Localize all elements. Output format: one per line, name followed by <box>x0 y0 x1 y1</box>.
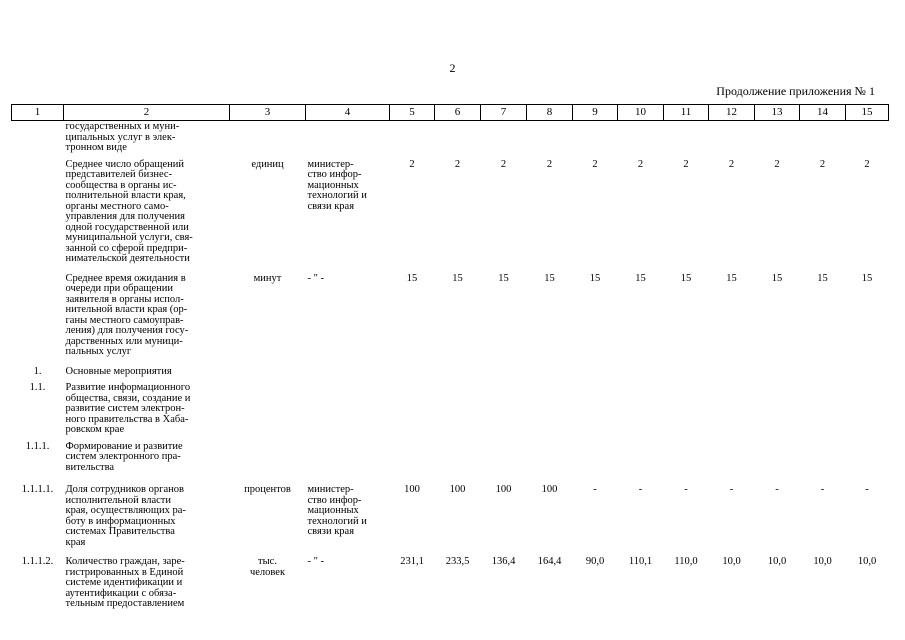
value-cell: 231,1 <box>400 556 424 567</box>
value-cell <box>846 121 889 160</box>
value-cell <box>664 367 709 384</box>
column-header: 8 <box>527 105 573 121</box>
value-cell: 15 <box>452 272 463 284</box>
value-cell: 100 <box>404 484 420 495</box>
executor-cell: - " - <box>307 556 325 567</box>
value-cell: - <box>593 484 597 495</box>
value-cell <box>755 367 800 384</box>
column-header: 6 <box>435 105 481 121</box>
value-cell <box>618 121 664 160</box>
value-cell <box>481 383 527 442</box>
value-cell <box>527 442 573 486</box>
row-number-cell: 1.1.1.2. <box>21 556 54 567</box>
value-cell <box>800 383 846 442</box>
value-cell: 2 <box>864 158 870 170</box>
indicator-name-cell: Количество граждан, заре- гистрированных в Единой системе идентификации и аутентификации с обяза- тельным предоставлением <box>65 556 185 609</box>
table-row <box>12 557 889 610</box>
value-cell: 2 <box>500 158 507 170</box>
value-cell <box>481 367 527 384</box>
indicator-name-cell: Доля сотрудников органов исполнительной власти края, осуществляющих ра- боту в информационных системах Правительства края <box>65 484 186 548</box>
value-cell: 2 <box>409 158 415 170</box>
table-row <box>12 274 889 367</box>
column-header: 14 <box>800 105 846 121</box>
value-cell: 164,4 <box>537 556 562 567</box>
value-cell: 2 <box>592 158 598 170</box>
value-cell: 10,0 <box>767 556 787 567</box>
value-cell: 15 <box>861 272 873 284</box>
indicators-table <box>11 104 889 610</box>
unit-cell <box>230 121 306 160</box>
value-cell: 2 <box>683 158 689 170</box>
value-cell <box>527 121 573 160</box>
row-number-cell <box>12 160 64 274</box>
value-cell: 110,0 <box>674 556 698 567</box>
value-cell: - <box>820 484 825 495</box>
table-row <box>12 160 889 274</box>
value-cell: - <box>865 484 869 495</box>
value-cell <box>618 442 664 486</box>
row-number-cell: 1.1.1.1. <box>21 484 54 495</box>
executor-cell: министер- ство инфор- мационных технологий и связи края <box>307 158 367 212</box>
value-cell: 2 <box>774 158 780 170</box>
value-cell: 15 <box>498 272 509 284</box>
value-cell <box>527 383 573 442</box>
value-cell <box>390 442 435 486</box>
value-cell <box>800 367 846 384</box>
value-cell <box>435 367 481 384</box>
value-cell <box>435 383 481 442</box>
value-cell <box>709 121 755 160</box>
executor-cell <box>306 383 390 442</box>
executor-cell <box>306 367 390 384</box>
table-row <box>12 485 889 557</box>
value-cell <box>435 442 481 486</box>
page-number: 2 <box>449 61 456 75</box>
row-number-cell: 1. <box>33 365 42 377</box>
executor-cell: - " - <box>307 272 325 284</box>
value-cell <box>618 383 664 442</box>
column-header: 3 <box>230 105 306 121</box>
value-cell <box>481 121 527 160</box>
value-cell: 15 <box>726 272 737 284</box>
value-cell <box>664 121 709 160</box>
column-header: 15 <box>846 105 889 121</box>
row-number-cell <box>12 274 64 367</box>
executor-cell <box>306 121 390 160</box>
value-cell <box>709 442 755 486</box>
value-cell: 100 <box>449 484 466 495</box>
value-cell: 2 <box>637 158 644 170</box>
value-cell <box>755 442 800 486</box>
unit-cell <box>230 367 306 384</box>
value-cell: 2 <box>454 158 461 170</box>
row-number-cell <box>12 121 64 160</box>
executor-cell <box>306 442 390 486</box>
column-header: 1 <box>12 105 64 121</box>
value-cell: 15 <box>406 272 418 284</box>
value-cell: - <box>638 484 643 495</box>
value-cell: 10,0 <box>857 556 877 567</box>
value-cell: 2 <box>546 158 553 170</box>
column-header: 7 <box>481 105 527 121</box>
value-cell: 15 <box>635 272 646 284</box>
value-cell: 100 <box>495 484 512 495</box>
value-cell <box>390 121 435 160</box>
column-header: 11 <box>664 105 709 121</box>
value-cell <box>573 383 618 442</box>
value-cell <box>573 442 618 486</box>
value-cell <box>664 442 709 486</box>
executor-cell: министер- ство инфор- мационных технологий и связи края <box>307 484 367 537</box>
value-cell: - <box>775 484 779 495</box>
indicator-name-cell: Развитие информационного общества, связи, создание и развитие систем электрон- ного правительства в Хаба- ровском крае <box>65 382 191 435</box>
column-number-header-row <box>12 105 889 121</box>
value-cell <box>390 383 435 442</box>
indicator-name-cell: Основные мероприятия <box>65 365 172 377</box>
unit-cell: единиц <box>251 158 284 170</box>
value-cell: 90,0 <box>585 556 605 567</box>
value-cell <box>573 367 618 384</box>
column-header: 2 <box>64 105 230 121</box>
column-header: 10 <box>618 105 664 121</box>
value-cell <box>846 442 889 486</box>
value-cell: - <box>729 484 734 495</box>
value-cell: 15 <box>589 272 601 284</box>
value-cell: - <box>684 484 688 495</box>
value-cell <box>664 383 709 442</box>
value-cell: 2 <box>728 158 735 170</box>
value-cell <box>800 442 846 486</box>
indicator-name-cell: Формирование и развитие систем электронного пра- вительства <box>65 440 183 473</box>
value-cell <box>390 367 435 384</box>
table-body <box>12 121 889 610</box>
column-header: 13 <box>755 105 800 121</box>
value-cell <box>573 121 618 160</box>
table-row <box>12 121 889 160</box>
indicator-name-cell: Среднее время ожидания в очереди при обращении заявителя в органы испол- нительной власти края (ор- ганы местного самоуправ- ления) для получения госу- дарственных или муници- пальных услуг <box>65 272 189 357</box>
table-row <box>12 383 889 442</box>
value-cell <box>709 367 755 384</box>
value-cell <box>846 367 889 384</box>
value-cell <box>846 383 889 442</box>
value-cell: 10,0 <box>722 556 741 567</box>
appendix-continuation-label: Продолжение приложения № 1 <box>716 84 875 98</box>
value-cell: 15 <box>817 272 828 284</box>
table-row <box>12 442 889 486</box>
unit-cell: минут <box>253 272 282 284</box>
value-cell: 15 <box>771 272 783 284</box>
unit-cell: процентов <box>244 484 291 495</box>
column-header: 5 <box>390 105 435 121</box>
column-header: 12 <box>709 105 755 121</box>
value-cell: 15 <box>680 272 692 284</box>
value-cell <box>709 383 755 442</box>
value-cell: 15 <box>544 272 555 284</box>
value-cell <box>800 121 846 160</box>
unit-cell: тыс. человек <box>249 556 286 578</box>
value-cell <box>755 121 800 160</box>
value-cell: 2 <box>819 158 826 170</box>
unit-cell <box>230 383 306 442</box>
value-cell <box>435 121 481 160</box>
value-cell <box>618 367 664 384</box>
value-cell: 233,5 <box>445 556 470 567</box>
indicator-name-cell: государственных и муни- ципальных услуг в элек- тронном виде <box>65 121 180 153</box>
value-cell: 10,0 <box>813 556 832 567</box>
column-header: 4 <box>306 105 390 121</box>
value-cell: 100 <box>541 484 558 495</box>
value-cell <box>481 442 527 486</box>
value-cell: 110,1 <box>628 556 653 567</box>
value-cell <box>527 367 573 384</box>
row-number-cell: 1.1. <box>29 382 46 393</box>
table-row <box>12 367 889 384</box>
value-cell <box>755 383 800 442</box>
indicator-name-cell: Среднее число обращений представителей бизнес- сообщества в органы ис- полнительной власти края, органы местного само- управления для получения одной государственной или муниципальной услуги, свя- занной со сферой предпри- нимательской деятельности <box>65 158 193 264</box>
value-cell: 136,4 <box>491 556 516 567</box>
row-number-cell: 1.1.1. <box>25 440 50 452</box>
column-header: 9 <box>573 105 618 121</box>
unit-cell <box>230 442 306 486</box>
